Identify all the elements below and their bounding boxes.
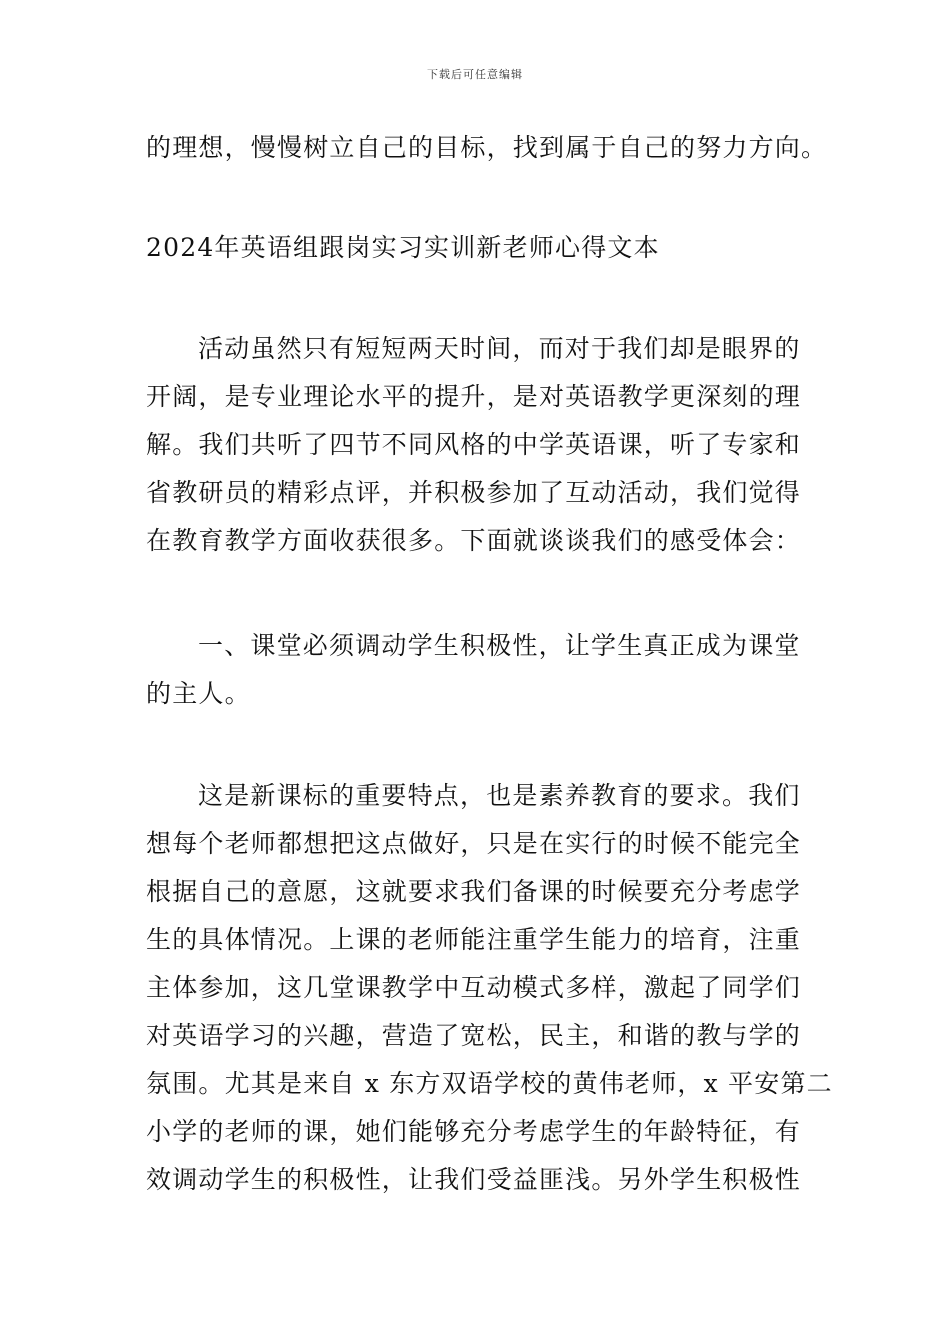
paragraph-line: 效调动学生的积极性，让我们受益匪浅。另外学生积极性 xyxy=(146,1165,802,1194)
heading-line: 一、课堂必须调动学生积极性，让学生真正成为课堂 xyxy=(198,631,801,660)
heading-line: 的主人。 xyxy=(146,679,251,708)
title-line: 2024年英语组跟岗实习实训新老师心得文本 xyxy=(146,233,660,262)
header-note: 下载后可任意编辑 xyxy=(427,68,523,81)
paragraph-line: 开阔，是专业理论水平的提升，是对英语教学更深刻的理 xyxy=(146,382,802,411)
paragraph-line: 根据自己的意愿，这就要求我们备课的时候要充分考虑学 xyxy=(146,877,802,906)
paragraph-line: 生的具体情况。上课的老师能注重学生能力的培育，注重 xyxy=(146,925,802,954)
paragraph-line: 这是新课标的重要特点，也是素养教育的要求。我们 xyxy=(198,781,801,810)
paragraph-1 xyxy=(146,325,806,565)
paragraph-line: 氛围。尤其是来自 x 东方双语学校的黄伟老师，x 平安第二 xyxy=(146,1069,833,1098)
paragraph-line: 想每个老师都想把这点做好，只是在实行的时候不能完全 xyxy=(146,829,802,858)
continuation-paragraph xyxy=(146,124,828,172)
paragraph-line: 主体参加，这几堂课教学中互动模式多样，激起了同学们 xyxy=(146,973,802,1002)
paragraph-line: 解。我们共听了四节不同风格的中学英语课，听了专家和 xyxy=(146,430,802,459)
paragraph-line: 省教研员的精彩点评，并积极参加了互动活动，我们觉得 xyxy=(146,478,802,507)
paragraph-line: 小学的老师的课，她们能够充分考虑学生的年龄特征，有 xyxy=(146,1117,802,1146)
continuation-line: 的理想，慢慢树立自己的目标，找到属于自己的努力方向。 xyxy=(146,133,828,162)
paragraph-line: 活动虽然只有短短两天时间，而对于我们却是眼界的 xyxy=(198,334,801,363)
paragraph-2 xyxy=(146,772,833,1204)
section-heading-1 xyxy=(146,622,806,718)
document-title xyxy=(146,224,806,272)
paragraph-line: 对英语学习的兴趣，营造了宽松，民主，和谐的教与学的 xyxy=(146,1021,802,1050)
paragraph-line: 在教育教学方面收获很多。下面就谈谈我们的感受体会： xyxy=(146,526,802,555)
